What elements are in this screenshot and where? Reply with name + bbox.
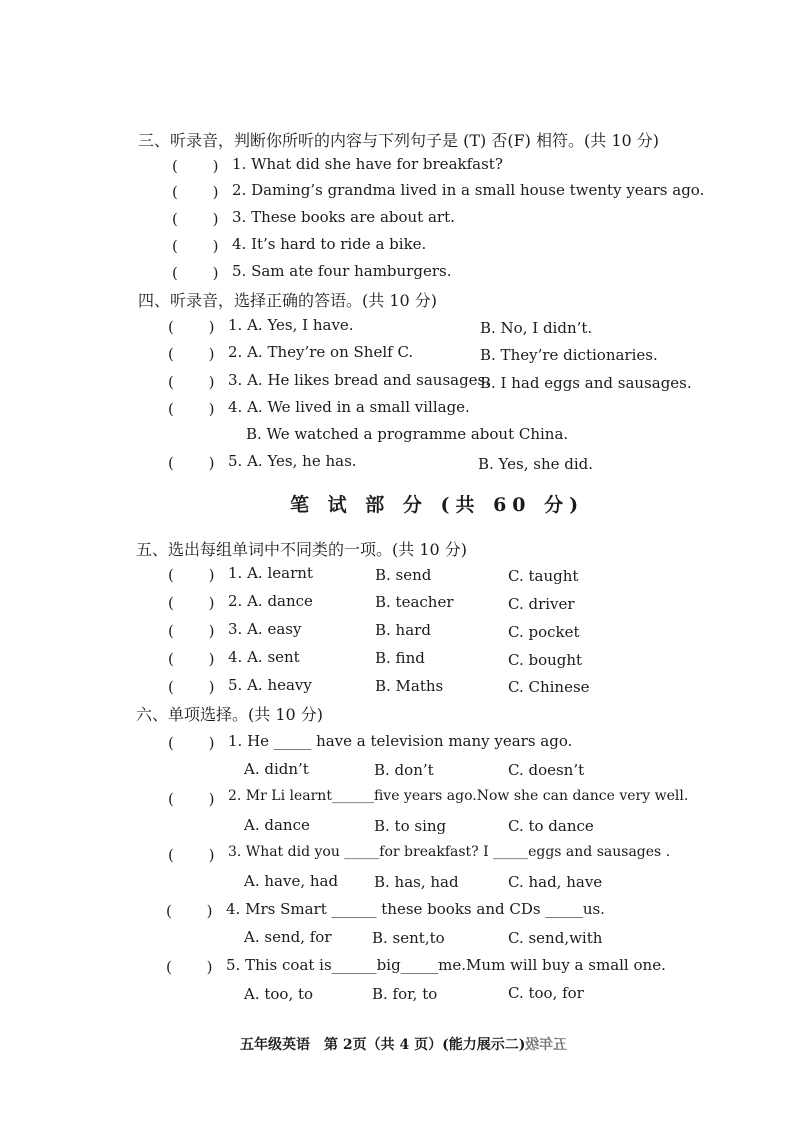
section4-heading: 四、听录音，选择正确的答语。(共 10 分) <box>138 291 438 310</box>
option-b: B. No, I didn’t. <box>480 319 593 337</box>
option-b: B. teacher <box>375 593 454 611</box>
option-b: B. for, to <box>372 985 438 1003</box>
answer-blank[interactable]: ( ) <box>172 264 219 282</box>
option-c: C. Chinese <box>508 678 590 696</box>
answer-blank[interactable]: ( ) <box>168 678 215 696</box>
answer-blank[interactable]: ( ) <box>168 622 215 640</box>
option-a: 2. A. They’re on Shelf C. <box>228 343 414 361</box>
option-b: B. to sing <box>374 817 447 835</box>
option-a: 5. A. heavy <box>228 676 312 694</box>
option-a: A. have, had <box>244 872 339 890</box>
option-a: A. too, to <box>244 985 314 1003</box>
option-b: B. hard <box>375 621 431 639</box>
option-b: B. They’re dictionaries. <box>480 346 658 364</box>
question-text: 2. Daming’s grandma lived in a small house twenty years ago. <box>232 181 705 199</box>
answer-blank[interactable]: ( ) <box>172 210 219 228</box>
question-text: 1. What did she have for breakfast? <box>232 155 503 173</box>
answer-blank[interactable]: ( ) <box>168 454 215 472</box>
question-text: 4. Mrs Smart ______ these books and CDs _____us. <box>226 900 605 918</box>
option-b: B. Maths <box>375 677 444 695</box>
option-c: C. doesn’t <box>508 761 585 779</box>
answer-blank[interactable]: ( ) <box>168 373 215 391</box>
answer-blank[interactable]: ( ) <box>172 237 219 255</box>
answer-blank[interactable]: ( ) <box>168 846 215 864</box>
section5-heading: 五、选出每组单词中不同类的一项。(共 10 分) <box>136 540 468 559</box>
written-section-title: 笔 试 部 分 (共 60 分) <box>290 494 585 516</box>
question-text: 5. This coat is______big_____me.Mum will buy a small one. <box>226 956 666 974</box>
answer-blank[interactable]: ( ) <box>168 734 215 752</box>
section3-heading: 三、听录音，判断你所听的内容与下列句子是 (T) 否(F) 相符。(共 10 分) <box>138 131 660 150</box>
footer-text: 五年级英语 第 2页（共 4 页）(能力展示二) <box>240 1037 526 1053</box>
option-a: 5. A. Yes, he has. <box>228 452 357 470</box>
answer-blank[interactable]: ( ) <box>168 345 215 363</box>
option-b: B. sent,to <box>372 929 445 947</box>
option-c: C. pocket <box>508 623 580 641</box>
option-b: B. I had eggs and sausages. <box>480 374 692 392</box>
section6-heading: 六、单项选择。(共 10 分) <box>136 705 324 724</box>
option-c: C. taught <box>508 567 579 585</box>
question-text: 5. Sam ate four hamburgers. <box>232 262 452 280</box>
answer-blank[interactable]: ( ) <box>168 400 215 418</box>
question-text: 2. Mr Li learnt______five years ago.Now she can dance very well. <box>228 788 689 804</box>
option-c: C. driver <box>508 595 575 613</box>
option-a: 3. A. easy <box>228 620 302 638</box>
option-a: A. dance <box>244 816 310 834</box>
answer-blank[interactable]: ( ) <box>172 183 219 201</box>
option-c: C. had, have <box>508 873 603 891</box>
question-text: 3. What did you _____for breakfast? I _____eggs and sausages . <box>228 844 671 860</box>
option-b: B. We watched a programme about China. <box>246 425 569 443</box>
option-a: 2. A. dance <box>228 592 313 610</box>
option-c: C. to dance <box>508 817 594 835</box>
option-c: C. send,with <box>508 929 603 947</box>
option-c: C. too, for <box>508 984 584 1002</box>
option-a: 4. A. sent <box>228 648 300 666</box>
question-text: 3. These books are about art. <box>232 208 455 226</box>
answer-blank[interactable]: ( ) <box>168 650 215 668</box>
page-footer <box>240 1034 567 1054</box>
answer-blank[interactable]: ( ) <box>168 566 215 584</box>
option-a: A. send, for <box>244 928 332 946</box>
option-b: B. has, had <box>374 873 459 891</box>
question-text: 1. He _____ have a television many years ago. <box>228 732 573 750</box>
question-text: 4. It’s hard to ride a bike. <box>232 235 427 253</box>
answer-blank[interactable]: ( ) <box>166 902 213 920</box>
answer-blank[interactable]: ( ) <box>168 594 215 612</box>
answer-blank[interactable]: ( ) <box>166 958 213 976</box>
answer-blank[interactable]: ( ) <box>172 157 219 175</box>
option-a: 3. A. He likes bread and sausages. <box>228 371 491 389</box>
option-b: B. find <box>375 649 425 667</box>
answer-blank[interactable]: ( ) <box>168 318 215 336</box>
option-a: 1. A. Yes, I have. <box>228 316 354 334</box>
mirrored-bleed-through-text: 五年级 <box>525 1037 568 1053</box>
option-a: 4. A. We lived in a small village. <box>228 398 470 416</box>
option-a: A. didn’t <box>244 760 309 778</box>
option-c: C. bought <box>508 651 583 669</box>
answer-blank[interactable]: ( ) <box>168 790 215 808</box>
option-b: B. send <box>375 566 432 584</box>
option-b: B. don’t <box>374 761 434 779</box>
option-a: 1. A. learnt <box>228 564 313 582</box>
option-b: B. Yes, she did. <box>478 455 594 473</box>
